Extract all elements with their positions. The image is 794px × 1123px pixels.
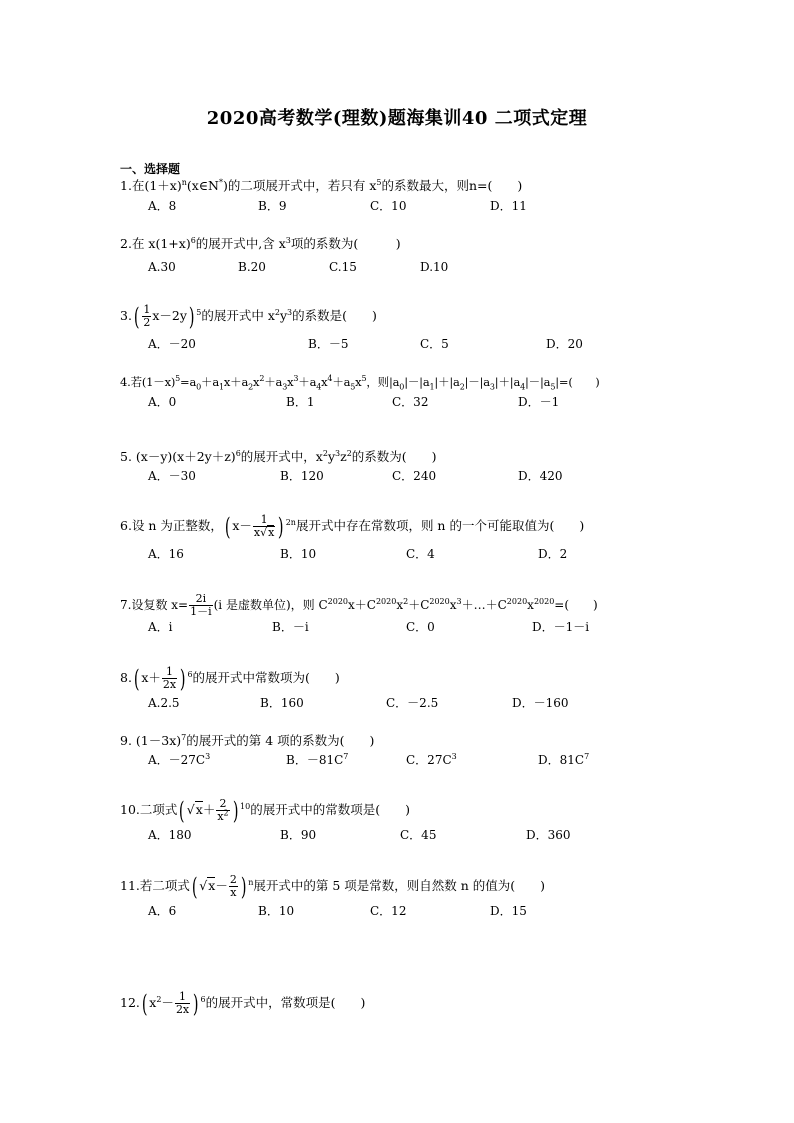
option-a: A.30 bbox=[148, 260, 176, 274]
option-b: B．－5 bbox=[308, 337, 349, 351]
option-d: D．15 bbox=[490, 904, 527, 918]
option-c: C．45 bbox=[400, 828, 437, 842]
option-d: D．－160 bbox=[512, 696, 569, 710]
option-a: A．16 bbox=[148, 547, 184, 561]
option-a: A.2.5 bbox=[148, 696, 180, 710]
question-11: 11.若二项式( √x－ $\frac{2}{x}$ ) $^n$展开式中的第 5 项是常数，则自然数 n 的值为( ) bbox=[120, 872, 546, 901]
option-a: A．－30 bbox=[148, 469, 196, 483]
option-d: D．20 bbox=[546, 337, 583, 351]
option-b: B．$-81C^7$ bbox=[286, 752, 349, 767]
option-b: B．1 bbox=[286, 395, 315, 409]
option-d: D.10 bbox=[420, 260, 449, 274]
page-title: 2020高考数学(理数)题海集训40 二项式定理 bbox=[206, 108, 588, 129]
option-d: D．420 bbox=[518, 469, 563, 483]
option-c: C．240 bbox=[392, 469, 437, 483]
option-a: A．$-27C^3$ bbox=[148, 752, 211, 767]
option-d: D．－1－i bbox=[532, 620, 590, 634]
option-a: A．180 bbox=[148, 828, 192, 842]
option-b: B．10 bbox=[258, 904, 295, 918]
option-c: C.15 bbox=[329, 260, 357, 274]
option-c: C．12 bbox=[370, 904, 407, 918]
option-c: C．5 bbox=[420, 337, 449, 351]
section-heading: 一、选择题 bbox=[120, 162, 181, 176]
option-c: C．10 bbox=[370, 199, 407, 213]
option-a: A．6 bbox=[148, 904, 177, 918]
option-b: B．90 bbox=[280, 828, 317, 842]
question-5: 5. $(x-y)(x+2y+z)^6$的展开式中，$x^2y^3z^2$的系数为( ) bbox=[120, 448, 437, 464]
option-b: B.20 bbox=[238, 260, 266, 274]
option-b: B．10 bbox=[280, 547, 317, 561]
option-c: C．4 bbox=[406, 547, 435, 561]
option-c: C．0 bbox=[406, 620, 435, 634]
option-d: D．－1 bbox=[518, 395, 560, 409]
question-6: 6.设 n 为正整数，( x－ $\frac{1}{x√x}$ ) $^{2n}$展开式中存在常数项，则 n 的一个可能取值为( ) bbox=[120, 512, 585, 541]
option-d: D．360 bbox=[526, 828, 571, 842]
option-b: B．160 bbox=[260, 696, 304, 710]
option-a: A．8 bbox=[148, 199, 177, 213]
question-4: 4.若$(1-x)^5=a_0+a_1x+a_2x^2+a_3x^3+a_4x^4+a_5x^5$，则$|a_0|-|a_1|+|a_2|-|a_3|+|a_4|-|a_5|=$( ) bbox=[120, 374, 600, 392]
option-a: A．i bbox=[148, 620, 173, 634]
question-9: 9. $(1-3x)^7$的展开式的第 4 项的系数为( ) bbox=[120, 732, 375, 748]
option-c: C．－2.5 bbox=[386, 696, 439, 710]
option-b: B．－i bbox=[272, 620, 309, 634]
option-c: C．$27C^3$ bbox=[406, 752, 457, 767]
option-a: A．0 bbox=[148, 395, 177, 409]
option-c: C．32 bbox=[392, 395, 429, 409]
option-d: D．11 bbox=[490, 199, 527, 213]
question-8: 8.( x＋ $\frac{1}{2x}$ ) $^6$的展开式中常数项为( ) bbox=[120, 664, 340, 693]
question-7: 7.设复数 x= $\frac{2i}{1-i}$ (i 是虚数单位)，则 $C^{2020}x+C^{2020}x^2+C^{2020}x^3+\dots+C^{2020}x^{2020}=$( ) bbox=[120, 592, 598, 618]
option-a: A．－20 bbox=[148, 337, 196, 351]
option-d: D．$81C^7$ bbox=[538, 752, 590, 767]
question-12: 12.( $x^2-$ $\frac{1}{2x}$ ) $^6$的展开式中，常数项是( ) bbox=[120, 989, 366, 1018]
question-1: 1.在$(1+x)^n(x\in N^*)$的二项展开式中，若只有 $x^5$的系数最大，则n=( ) bbox=[120, 177, 523, 193]
option-b: B．9 bbox=[258, 199, 287, 213]
question-10: 10.二项式( √x＋ $\frac{2}{x^2}$ ) $^{10}$的展开式中的常数项是( ) bbox=[120, 796, 410, 825]
question-2: 2.在 $x(1+x)^6$的展开式中,含 $x^3$项的系数为( ) bbox=[120, 235, 401, 251]
option-d: D．2 bbox=[538, 547, 568, 561]
option-b: B．120 bbox=[280, 469, 324, 483]
question-3: 3.( $\frac{1}{2}$ x－2y) $^5$的展开式中 $x^2y^3$的系数是( ) bbox=[120, 302, 377, 331]
